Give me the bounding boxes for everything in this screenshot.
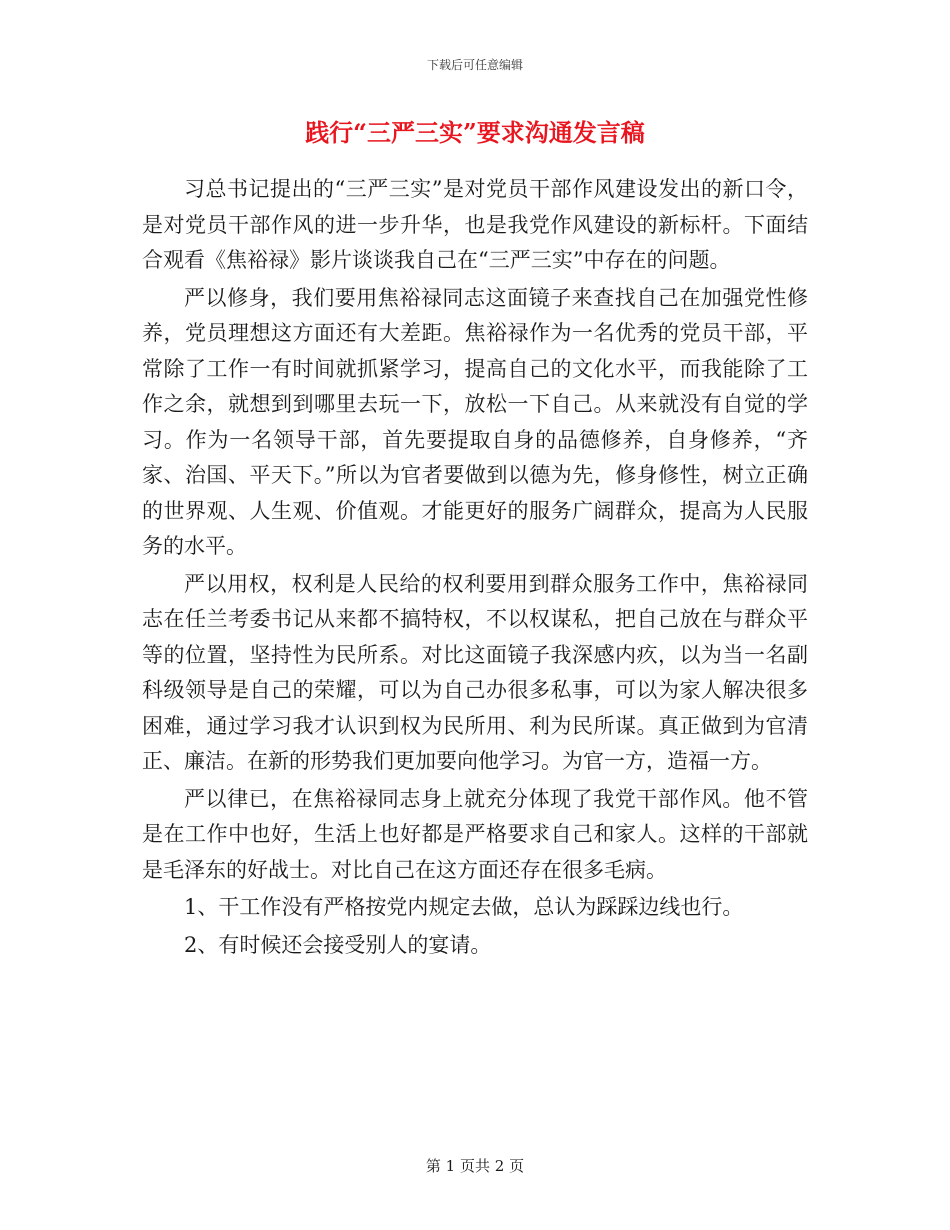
document-title: 践行“三严三实”要求沟通发言稿 bbox=[305, 118, 645, 147]
header-note: 下载后可任意编辑 bbox=[426, 58, 523, 72]
paragraph-self-cultivation: 严以修身，我们要用焦裕禄同志这面镜子来查找自己在加强党性修养，党员理想这方面还有大差距。焦裕禄作为一名优秀的党员干部，平常除了工作一有时间就抓紧学习，提高自己的文化水平，而我能除了工作之余，就想到到哪里去玩一下，放松一下自己。从来就没有自觉的学习。作为一名领导干部，首先要提取自身的品德修养，自身修养，“齐家、治国、平天下。”所以为官者要做到以德为先，修身修性，树立正确的世界观、人生观、价值观。才能更好的服务广阔群众，提高为人民服务的水平。 bbox=[142, 285, 808, 558]
document-body bbox=[142, 172, 808, 965]
paragraph-intro: 习总书记提出的“三严三实”是对党员干部作风建设发出的新口令，是对党员干部作风的进一步升华，也是我党作风建设的新标杆。下面结合观看《焦裕禄》影片谈谈我自己在“三严三实”中存在的问题。 bbox=[142, 177, 808, 272]
paragraph-self-discipline: 严以律已，在焦裕禄同志身上就充分体现了我党干部作风。他不管是在工作中也好，生活上也好都是严格要求自己和家人。这样的干部就是毛泽东的好战士。对比自己在这方面还存在很多毛病。 bbox=[142, 786, 808, 882]
list-item-2: 2、有时候还会接受别人的宴请。 bbox=[184, 932, 492, 957]
list-item-1: 1、干工作没有严格按党内规定去做，总认为踩踩边线也行。 bbox=[184, 895, 744, 919]
paragraph-use-of-power: 严以用权，权利是人民给的权利要用到群众服务工作中，焦裕禄同志在任兰考委书记从来都不搞特权，不以权谋私，把自己放在与群众平等的位置，坚持性为民所系。对比这面镜子我深感内疚，以为当一名副科级领导是自己的荣耀，可以为自己办很多私事，可以为家人解决很多困难，通过学习我才认识到权为民所用、利为民所谋。真正做到为官清正、廉洁。在新的形势我们更加要向他学习。为官一方，造福一方。 bbox=[142, 571, 808, 773]
page-footer: 第 1 页共 2 页 bbox=[425, 1157, 525, 1175]
